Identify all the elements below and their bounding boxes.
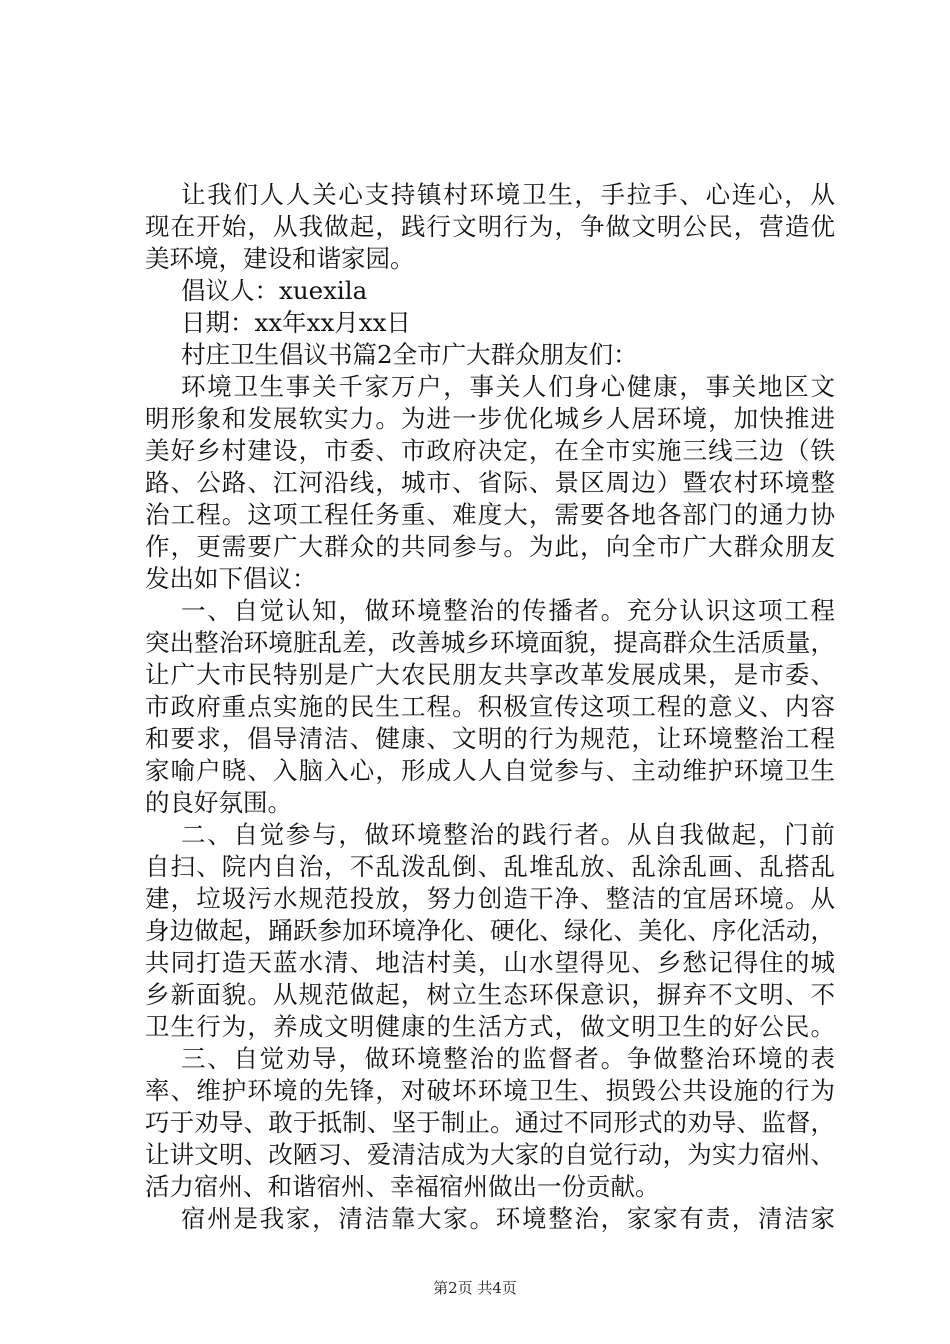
text-line: 突出整治环境脏乱差，改善城乡环境面貌，提高群众生活质量， — [145, 628, 835, 657]
text-line: 美好乡村建设，市委、市政府决定，在全市实施三线三边（铁 — [145, 436, 835, 465]
text-line: 让讲文明、改陋习、爱清洁成为大家的自觉行动，为实力宿州、 — [145, 1140, 835, 1169]
text-line: 卫生行为，养成文明健康的生活方式，做文明卫生的好公民。 — [145, 1012, 835, 1041]
text-line: 活力宿州、和谐宿州、幸福宿州做出一份贡献。 — [145, 1172, 660, 1201]
text-line: 巧于劝导、敢于抵制、坚于制止。通过不同形式的劝导、监督， — [145, 1108, 835, 1137]
text-line: 环境卫生事关千家万户，事关人们身心健康，事关地区文 — [181, 372, 835, 401]
text-line: 自扫、院内自治，不乱泼乱倒、乱堆乱放、乱涂乱画、乱搭乱 — [145, 852, 835, 881]
page-total: 共4页 — [477, 1279, 517, 1297]
text-line: 三、自觉劝导，做环境整治的监督者。争做整治环境的表 — [181, 1044, 835, 1073]
document-body — [145, 179, 835, 1235]
page-footer — [0, 1278, 950, 1298]
page-number: 第2页 — [433, 1279, 473, 1297]
text-line: 明形象和发展软实力。为进一步优化城乡人居环境，加快推进 — [145, 404, 835, 433]
text-line: 建，垃圾污水规范投放，努力创造干净、整洁的宜居环境。从 — [145, 884, 835, 913]
text-line: 让广大市民特别是广大农民朋友共享改革发展成果，是市委、 — [145, 660, 835, 689]
text-line: 乡新面貌。从规范做起，树立生态环保意识，摒弃不文明、不 — [145, 980, 835, 1009]
text-line: 路、公路、江河沿线，城市、省际、景区周边）暨农村环境整 — [145, 468, 835, 497]
text-line: 倡议人：xuexila — [181, 276, 368, 305]
text-line: 二、自觉参与，做环境整治的践行者。从自我做起，门前 — [181, 820, 835, 849]
text-line: 美环境，建设和谐家园。 — [145, 244, 415, 273]
text-line: 宿州是我家，清洁靠大家。环境整治，家家有责，清洁家 — [181, 1204, 835, 1233]
text-line: 日期：xx年xx月xx日 — [181, 308, 411, 337]
text-line: 家喻户晓、入脑入心，形成人人自觉参与、主动维护环境卫生 — [145, 756, 835, 785]
text-line: 治工程。这项工程任务重、难度大，需要各地各部门的通力协 — [145, 500, 835, 529]
text-line: 让我们人人关心支持镇村环境卫生，手拉手、心连心，从 — [181, 180, 835, 209]
text-line: 市政府重点实施的民生工程。积极宣传这项工程的意义、内容 — [145, 692, 835, 721]
text-line: 发出如下倡议： — [145, 564, 317, 593]
text-line: 的良好氛围。 — [145, 788, 292, 817]
text-line: 一、自觉认知，做环境整治的传播者。充分认识这项工程 — [181, 596, 835, 625]
text-line: 和要求，倡导清洁、健康、文明的行为规范，让环境整治工程 — [145, 724, 835, 753]
text-line: 共同打造天蓝水清、地洁村美，山水望得见、乡愁记得住的城 — [145, 948, 835, 977]
text-line: 率、维护环境的先锋，对破坏环境卫生、损毁公共设施的行为 — [145, 1076, 835, 1105]
text-line: 村庄卫生倡议书篇2全市广大群众朋友们： — [181, 340, 638, 369]
text-line: 现在开始，从我做起，践行文明行为，争做文明公民，营造优 — [145, 212, 835, 241]
text-line: 身边做起，踊跃参加环境净化、硬化、绿化、美化、序化活动， — [145, 916, 835, 945]
text-line: 作，更需要广大群众的共同参与。为此，向全市广大群众朋友 — [145, 532, 835, 561]
